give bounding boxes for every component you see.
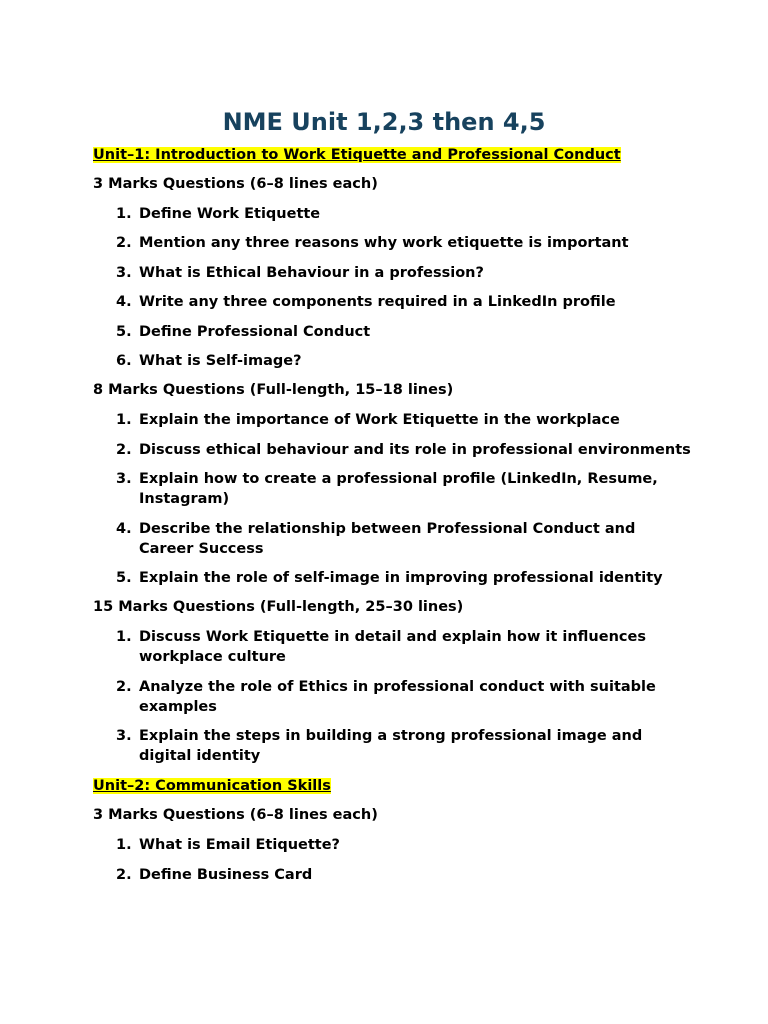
question-list: [93, 204, 693, 371]
section-label: 3 Marks Questions (6–8 lines each): [93, 807, 378, 824]
question-number: 1.: [116, 629, 132, 646]
question-text: Discuss ethical behaviour and its role in professional environments: [139, 441, 691, 458]
question-number: 4.: [116, 294, 132, 311]
question-text: Mention any three reasons why work etiquette is important: [139, 235, 629, 252]
question-number: 3.: [116, 264, 132, 281]
question-number: 5.: [116, 569, 132, 586]
question-item: [116, 440, 693, 460]
question-item: [116, 627, 693, 667]
question-text: Explain the importance of Work Etiquette in the workplace: [139, 412, 620, 429]
question-text: Explain how to create a professional profile (LinkedIn, Resume, Instagram): [139, 471, 658, 508]
question-number: 4.: [116, 520, 132, 537]
question-list: [93, 410, 693, 588]
question-item: [116, 292, 693, 312]
question-number: 1.: [116, 837, 132, 854]
question-text: Analyze the role of Ethics in professional conduct with suitable examples: [139, 678, 656, 715]
document-body: [93, 144, 693, 894]
question-number: 1.: [116, 206, 132, 222]
question-text: What is Self-image?: [139, 352, 302, 369]
section-label: 15 Marks Questions (Full-length, 25–30 lines): [93, 599, 464, 616]
question-number: 2.: [116, 441, 132, 458]
question-number: 2.: [116, 235, 132, 252]
question-item: [116, 410, 693, 430]
question-item: [116, 233, 693, 253]
document-title: NME Unit 1,2,3 then 4,5: [222, 108, 546, 136]
question-item: [116, 519, 693, 559]
section-label: 3 Marks Questions (6–8 lines each): [93, 176, 378, 192]
question-text: Define Business Card: [139, 866, 313, 883]
question-text: What is Email Etiquette?: [139, 837, 340, 854]
question-list: [93, 835, 693, 884]
question-item: [116, 865, 693, 885]
question-number: 5.: [116, 323, 132, 340]
question-item: [116, 204, 693, 224]
question-list: [93, 627, 693, 766]
unit-heading-text: Unit–2: Communication Skills: [93, 778, 331, 795]
question-text: Describe the relationship between Professional Conduct and Career Success: [139, 520, 636, 557]
question-item: [116, 351, 693, 371]
question-item: [116, 568, 693, 588]
question-item: [116, 469, 693, 509]
question-number: 6.: [116, 352, 132, 369]
question-text: Explain the role of self-image in improving professional identity: [139, 569, 663, 586]
question-number: 1.: [116, 412, 132, 429]
question-item: [116, 835, 693, 855]
question-number: 3.: [116, 728, 132, 745]
question-number: 2.: [116, 678, 132, 695]
question-number: 2.: [116, 866, 132, 883]
question-text: Define Work Etiquette: [139, 206, 321, 222]
section-label: 8 Marks Questions (Full-length, 15–18 lines): [93, 382, 454, 399]
question-text: Discuss Work Etiquette in detail and explain how it influences workplace culture: [139, 629, 646, 666]
question-item: [116, 263, 693, 283]
unit-heading: [93, 144, 693, 168]
question-item: [116, 322, 693, 342]
unit-heading-text: Unit–1: Introduction to Work Etiquette and Professional Conduct: [93, 147, 621, 163]
question-item: [116, 677, 693, 717]
question-text: What is Ethical Behaviour in a profession?: [139, 264, 484, 281]
question-number: 3.: [116, 471, 132, 488]
question-text: Define Professional Conduct: [139, 323, 371, 340]
question-item: [116, 726, 693, 766]
question-text: Write any three components required in a LinkedIn profile: [139, 294, 616, 311]
question-text: Explain the steps in building a strong professional image and digital identity: [139, 728, 643, 765]
unit-heading: [93, 775, 693, 799]
